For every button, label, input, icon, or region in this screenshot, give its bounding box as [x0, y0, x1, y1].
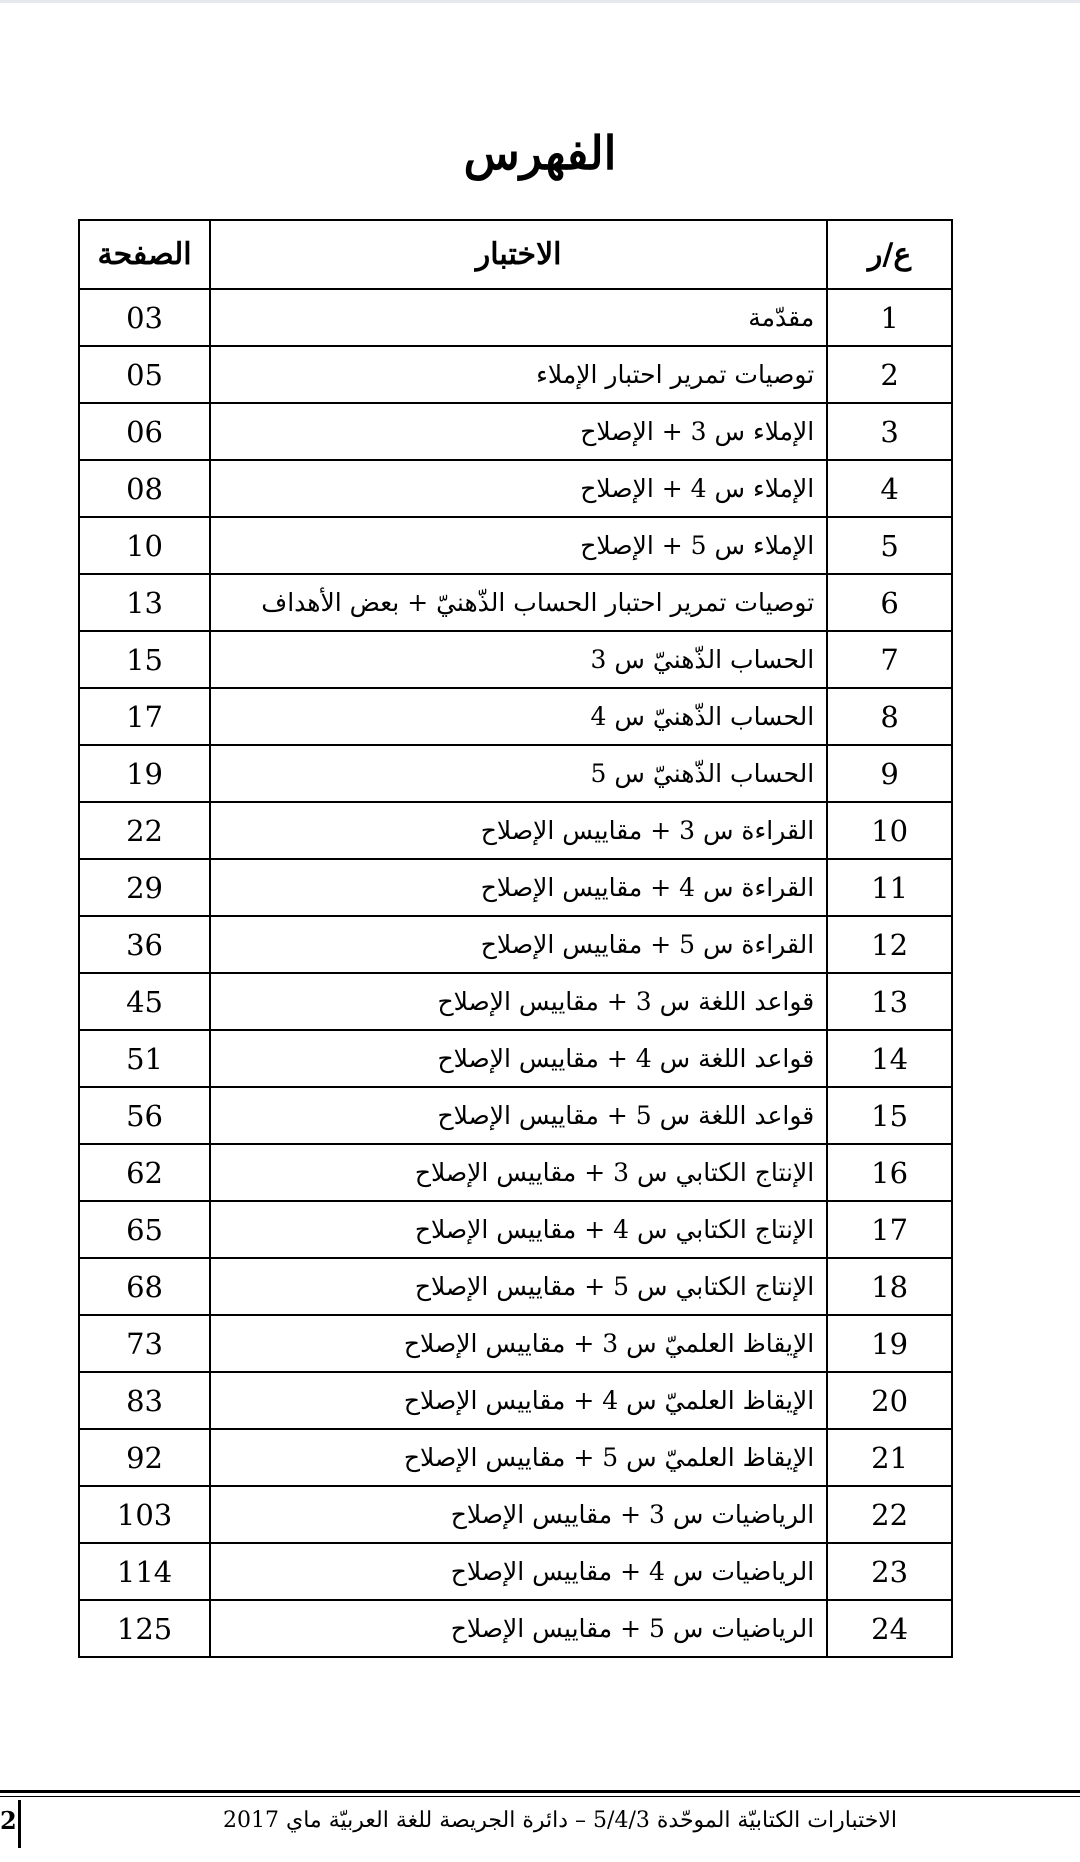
- row-page: 73: [79, 1315, 210, 1372]
- page-top-edge: [0, 0, 1080, 3]
- row-page: 13: [79, 574, 210, 631]
- table-row: [79, 1258, 952, 1315]
- row-title: مقدّمة: [210, 289, 827, 346]
- row-title: القراءة س 5 + مقاييس الإصلاح: [210, 916, 827, 973]
- header-number: ع/ر: [827, 220, 952, 289]
- row-number: 5: [827, 517, 952, 574]
- row-number: 11: [827, 859, 952, 916]
- table-row: [79, 1087, 952, 1144]
- row-title: قواعد اللغة س 5 + مقاييس الإصلاح: [210, 1087, 827, 1144]
- row-page: 05: [79, 346, 210, 403]
- footer-rule: [0, 1790, 1080, 1793]
- row-title: الحساب الذّهنيّ س 4: [210, 688, 827, 745]
- row-number: 21: [827, 1429, 952, 1486]
- row-page: 125: [79, 1600, 210, 1657]
- row-title: الإيقاظ العلميّ س 5 + مقاييس الإصلاح: [210, 1429, 827, 1486]
- row-number: 8: [827, 688, 952, 745]
- row-number: 15: [827, 1087, 952, 1144]
- row-page: 45: [79, 973, 210, 1030]
- table-row: [79, 1600, 952, 1657]
- row-number: 9: [827, 745, 952, 802]
- row-page: 36: [79, 916, 210, 973]
- row-page: 114: [79, 1543, 210, 1600]
- row-number: 18: [827, 1258, 952, 1315]
- header-page: الصفحة: [79, 220, 210, 289]
- row-page: 68: [79, 1258, 210, 1315]
- row-number: 17: [827, 1201, 952, 1258]
- table-row: [79, 631, 952, 688]
- table-row: [79, 289, 952, 346]
- row-title: الرياضيات س 3 + مقاييس الإصلاح: [210, 1486, 827, 1543]
- row-number: 7: [827, 631, 952, 688]
- row-number: 20: [827, 1372, 952, 1429]
- table-row: [79, 745, 952, 802]
- row-title: القراءة س 4 + مقاييس الإصلاح: [210, 859, 827, 916]
- table-row: [79, 1144, 952, 1201]
- table-row: [79, 859, 952, 916]
- table-row: [79, 1030, 952, 1087]
- row-title: توصيات تمرير احتبار الحساب الذّهنيّ + بعض الأهداف: [210, 574, 827, 631]
- row-page: 65: [79, 1201, 210, 1258]
- table-row: [79, 346, 952, 403]
- row-number: 10: [827, 802, 952, 859]
- row-title: الرياضيات س 4 + مقاييس الإصلاح: [210, 1543, 827, 1600]
- row-title: الإيقاظ العلميّ س 3 + مقاييس الإصلاح: [210, 1315, 827, 1372]
- page-title: الفهرس: [463, 125, 617, 180]
- table-row: [79, 916, 952, 973]
- table-row: [79, 1201, 952, 1258]
- row-number: 22: [827, 1486, 952, 1543]
- row-page: 19: [79, 745, 210, 802]
- footer-rule-thin: [0, 1796, 1080, 1797]
- row-number: 16: [827, 1144, 952, 1201]
- row-title: الإملاء س 5 + الإصلاح: [210, 517, 827, 574]
- row-number: 24: [827, 1600, 952, 1657]
- row-title: الإملاء س 3 + الإصلاح: [210, 403, 827, 460]
- row-page: 103: [79, 1486, 210, 1543]
- table-row: [79, 1315, 952, 1372]
- header-test: الاختبار: [210, 220, 827, 289]
- table-row: [79, 1429, 952, 1486]
- row-number: 2: [827, 346, 952, 403]
- table-row: [79, 517, 952, 574]
- row-page: 06: [79, 403, 210, 460]
- row-title: الإملاء س 4 + الإصلاح: [210, 460, 827, 517]
- row-title: قواعد اللغة س 4 + مقاييس الإصلاح: [210, 1030, 827, 1087]
- row-page: 29: [79, 859, 210, 916]
- row-title: الإنتاج الكتابي س 5 + مقاييس الإصلاح: [210, 1258, 827, 1315]
- row-number: 1: [827, 289, 952, 346]
- row-page: 08: [79, 460, 210, 517]
- table-row: [79, 403, 952, 460]
- table-row: [79, 1543, 952, 1600]
- row-number: 4: [827, 460, 952, 517]
- table-header-row: [79, 220, 952, 289]
- row-page: 22: [79, 802, 210, 859]
- row-title: القراءة س 3 + مقاييس الإصلاح: [210, 802, 827, 859]
- footer-text: الاختبارات الكتابيّة الموحّدة 5/4/3 – دائرة الجريصة للغة العربيّة ماي 2017: [223, 1808, 897, 1833]
- row-number: 12: [827, 916, 952, 973]
- row-number: 6: [827, 574, 952, 631]
- row-number: 13: [827, 973, 952, 1030]
- table-row: [79, 574, 952, 631]
- row-page: 56: [79, 1087, 210, 1144]
- row-page: 15: [79, 631, 210, 688]
- row-title: الحساب الذّهنيّ س 3: [210, 631, 827, 688]
- row-title: الإيقاظ العلميّ س 4 + مقاييس الإصلاح: [210, 1372, 827, 1429]
- table-body: [79, 289, 952, 1657]
- row-page: 62: [79, 1144, 210, 1201]
- row-number: 3: [827, 403, 952, 460]
- row-title: الإنتاج الكتابي س 3 + مقاييس الإصلاح: [210, 1144, 827, 1201]
- table-of-contents: [78, 219, 953, 1658]
- table-row: [79, 1486, 952, 1543]
- row-page: 10: [79, 517, 210, 574]
- table-row: [79, 802, 952, 859]
- row-title: قواعد اللغة س 3 + مقاييس الإصلاح: [210, 973, 827, 1030]
- row-page: 03: [79, 289, 210, 346]
- footer-divider: [18, 1800, 21, 1848]
- table-row: [79, 460, 952, 517]
- row-page: 51: [79, 1030, 210, 1087]
- row-page: 17: [79, 688, 210, 745]
- row-title: الإنتاج الكتابي س 4 + مقاييس الإصلاح: [210, 1201, 827, 1258]
- table-row: [79, 1372, 952, 1429]
- row-page: 83: [79, 1372, 210, 1429]
- table-row: [79, 973, 952, 1030]
- table-row: [79, 688, 952, 745]
- row-number: 19: [827, 1315, 952, 1372]
- row-title: الحساب الذّهنيّ س 5: [210, 745, 827, 802]
- row-page: 92: [79, 1429, 210, 1486]
- row-number: 14: [827, 1030, 952, 1087]
- row-number: 23: [827, 1543, 952, 1600]
- footer-page-number: 2: [0, 1806, 17, 1835]
- row-title: توصيات تمرير احتبار الإملاء: [210, 346, 827, 403]
- row-title: الرياضيات س 5 + مقاييس الإصلاح: [210, 1600, 827, 1657]
